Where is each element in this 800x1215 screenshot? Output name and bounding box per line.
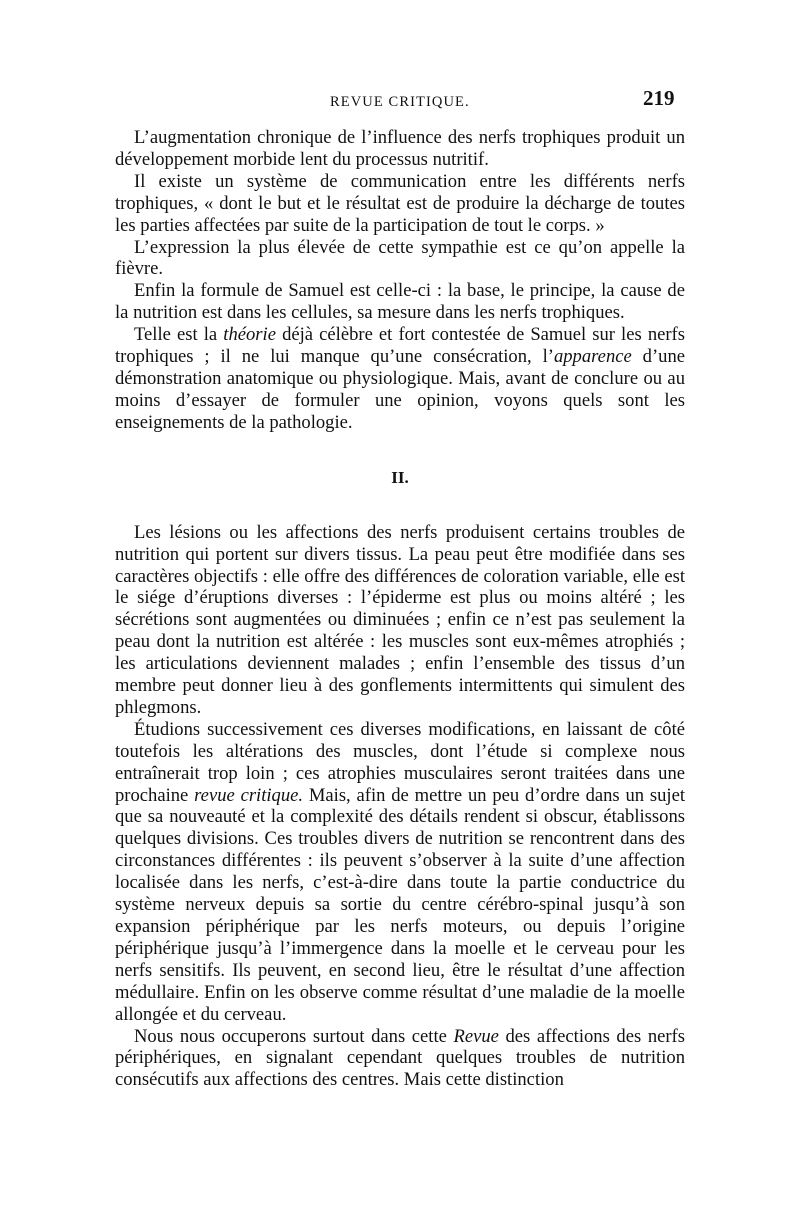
paragraph: Enfin la formule de Samuel est celle-ci : la base, le principe, la cause de la nutrition est dans les cellules, sa mesure dans les nerfs trophiques.: [115, 280, 685, 324]
body-text: [115, 127, 685, 1091]
paragraph: [115, 324, 685, 434]
italic-run: apparence: [553, 346, 632, 368]
section-heading: II.: [391, 467, 409, 487]
page-number: 219: [643, 86, 675, 110]
paragraph: [115, 719, 685, 1026]
paragraph: Les lésions ou les affections des nerfs produisent certains troubles de nutrition qui portent sur divers tissus. La peau peut être modifiée dans ses caractères objectifs : elle offre des différences de coloration variable, elle est le siége d’éruptions diverses : l’épiderme est plus ou moins altéré ; les sécrétions sont augmentées ou diminuées ; enfin ce n’est pas seulement la peau dont la nutrition est altérée : les muscles sont eux-mêmes atrophiés ; les articulations deviennent malades ; enfin l’ensemble des tissus d’un membre peut donner lieu à des gonflements intermittents qui simulent des phlegmons.: [115, 521, 685, 718]
text-run: Telle est la: [134, 324, 224, 346]
page-header: [0, 86, 800, 116]
paragraph: L’expression la plus élevée de cette sympathie est ce qu’on appelle la fièvre.: [115, 236, 685, 280]
running-title: REVUE CRITIQUE.: [330, 94, 470, 110]
italic-run: Revue: [453, 1025, 499, 1047]
text-run: d’une démonstration anatomique ou physiologique. Mais, avant de conclure ou au moins d’essayer de formuler une opinion, voyons quels sont les enseignements de la pathologie.: [115, 346, 685, 433]
italic-run: revue critique.: [194, 784, 304, 806]
text-run: Mais, afin de mettre un peu d’ordre dans un sujet que sa nouveauté et la complexité des détails rendent si obscur, établissons quelques divisions. Ces troubles divers de nutrition se rencontrent dans des circonstances différentes : ils peuvent s’observer à la suite d’une affection localisée dans les nerfs, c’est-à-dire dans toute la partie conductrice du système nerveux depuis sa sortie du centre cérébro-spinal jusqu’à son expansion périphérique par les nerfs moteurs, ou depuis l’origine périphérique jusqu’à l’immergence dans la moelle et le cerveau pour les nerfs sensitifs. Ils peuvent, en second lieu, être le résultat d’une affection médullaire. Enfin on les observe comme résultat d’une maladie de la moelle allongée et du cerveau.: [115, 784, 686, 1025]
italic-run: théorie: [223, 324, 276, 346]
text-run: des affections des nerfs périphériques, en signalant cependant quelques troubles de nutrition consécutifs aux affections des centres. Mais cette distinction: [115, 1025, 685, 1091]
paragraph: [115, 1026, 685, 1092]
text-run: Nous nous occuperons surtout dans cette: [134, 1025, 454, 1047]
paragraph: Il existe un système de communication entre les différents nerfs trophiques, « dont le but et le résultat est de produire la décharge de toutes les parties affectées par suite de la participation de tout le corps. »: [115, 170, 685, 236]
paragraph: L’augmentation chronique de l’influence des nerfs trophiques produit un développement morbide lent du processus nutritif.: [115, 127, 685, 170]
text-run: Étudions successivement ces diverses modifications, en laissant de côté toutefois les altérations des muscles, dont l’étude si complexe nous entraînerait trop loin ; ces atrophies musculaires seront traitées dans une prochaine: [115, 718, 685, 806]
text-run: déjà célèbre et fort contestée de Samuel sur les nerfs trophiques ; il ne lui manque qu’une consécration, l’: [115, 324, 685, 368]
